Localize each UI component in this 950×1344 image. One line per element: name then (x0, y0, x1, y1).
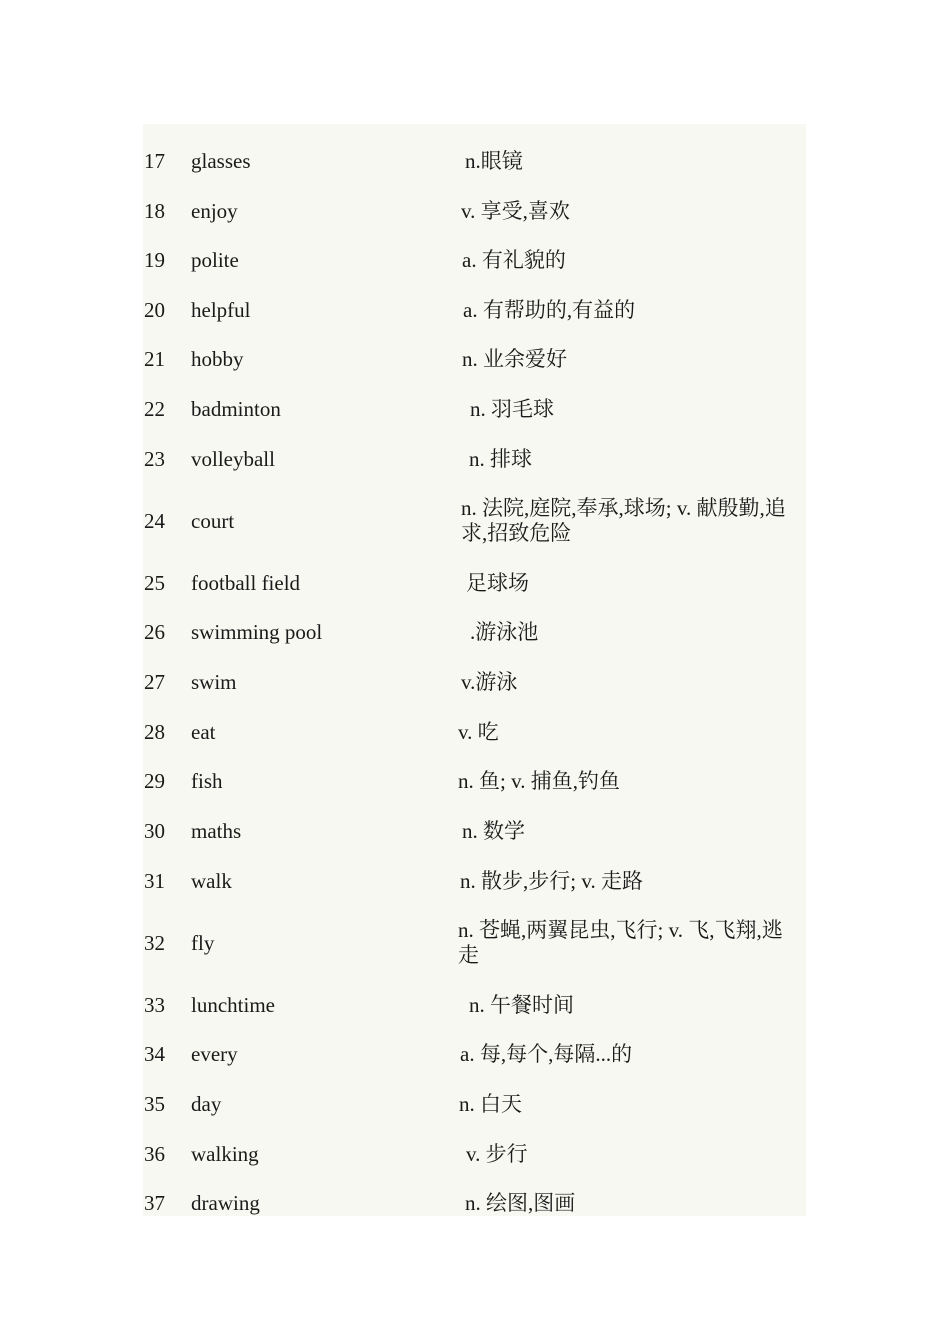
chinese-definition: v. 享受,喜欢 (461, 199, 570, 223)
vocabulary-table (143, 124, 806, 1216)
row-number: 24 (144, 509, 165, 533)
chinese-definition: .游泳池 (470, 620, 539, 644)
row-number: 29 (144, 769, 165, 793)
chinese-definition: v. 步行 (466, 1142, 528, 1166)
english-word: polite (191, 248, 239, 272)
english-word: football field (191, 571, 301, 595)
chinese-definition: n. 羽毛球 (470, 397, 554, 421)
chinese-definition: n. 散步,步行; v. 走路 (460, 869, 643, 893)
chinese-definition: v. 吃 (458, 720, 499, 744)
english-word: maths (191, 819, 242, 843)
chinese-definition: n. 苍蝇,两翼昆虫,飞行; v. 飞,飞翔,逃走 (458, 918, 783, 967)
row-number: 30 (144, 819, 165, 843)
english-word: fly (191, 931, 215, 955)
row-number: 28 (144, 720, 165, 744)
row-number: 32 (144, 931, 165, 955)
row-number: 23 (144, 447, 165, 471)
english-word: eat (191, 720, 216, 744)
english-word: fish (191, 769, 223, 793)
row-number: 37 (144, 1191, 165, 1215)
chinese-definition: n. 排球 (469, 447, 532, 471)
row-number: 33 (144, 993, 165, 1017)
english-word: helpful (191, 298, 251, 322)
chinese-definition: n.眼镜 (465, 149, 523, 173)
chinese-definition: n. 午餐时间 (469, 993, 574, 1017)
english-word: lunchtime (191, 993, 275, 1017)
english-word: every (191, 1042, 238, 1066)
chinese-definition: n. 数学 (462, 819, 525, 843)
chinese-definition: n. 法院,庭院,奉承,球场; v. 献殷勤,追求,招致危险 (461, 496, 786, 545)
english-word: walking (191, 1142, 259, 1166)
english-word: swimming pool (191, 620, 323, 644)
row-number: 34 (144, 1042, 165, 1066)
row-number: 26 (144, 620, 165, 644)
english-word: glasses (191, 149, 251, 173)
row-number: 25 (144, 571, 165, 595)
row-number: 35 (144, 1092, 165, 1116)
chinese-definition: v.游泳 (461, 670, 518, 694)
chinese-definition: n. 业余爱好 (462, 347, 567, 371)
english-word: swim (191, 670, 237, 694)
chinese-definition: a. 每,每个,每隔...的 (460, 1042, 633, 1066)
row-number: 31 (144, 869, 165, 893)
english-word: enjoy (191, 199, 238, 223)
english-word: walk (191, 869, 232, 893)
chinese-definition: n. 绘图,图画 (465, 1191, 576, 1215)
english-word: volleyball (191, 447, 275, 471)
chinese-definition: a. 有帮助的,有益的 (463, 298, 636, 322)
english-word: badminton (191, 397, 281, 421)
english-word: day (191, 1092, 222, 1116)
row-number: 19 (144, 248, 165, 272)
row-number: 17 (144, 149, 165, 173)
english-word: court (191, 509, 235, 533)
row-number: 18 (144, 199, 165, 223)
row-number: 21 (144, 347, 165, 371)
row-number: 27 (144, 670, 165, 694)
chinese-definition: n. 白天 (459, 1092, 522, 1116)
row-number: 22 (144, 397, 165, 421)
row-number: 36 (144, 1142, 165, 1166)
chinese-definition: n. 鱼; v. 捕鱼,钓鱼 (458, 769, 620, 793)
english-word: drawing (191, 1191, 260, 1215)
chinese-definition: a. 有礼貌的 (462, 248, 566, 272)
english-word: hobby (191, 347, 244, 371)
row-number: 20 (144, 298, 165, 322)
chinese-definition: 足球场 (466, 571, 529, 595)
